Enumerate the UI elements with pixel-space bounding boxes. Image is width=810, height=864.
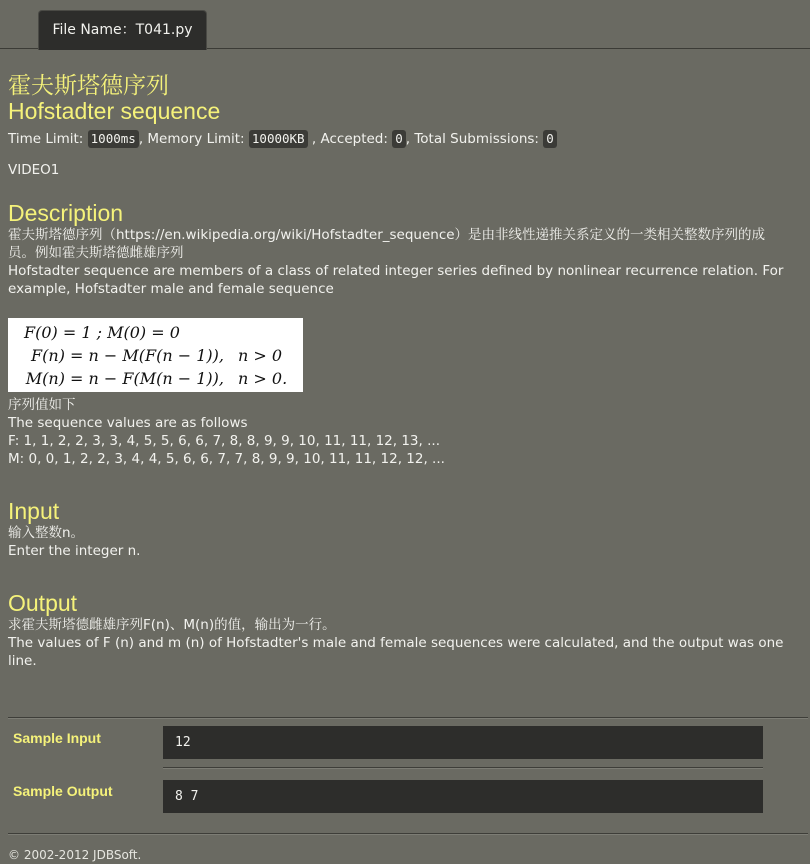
samples-top-divider	[8, 717, 808, 719]
formula-line-3-left: M(n) = n − F(M(n − 1)),	[25, 369, 224, 388]
formula-line-3-right: n > 0.	[238, 369, 288, 388]
output-en-line1: The values of F (n) and m (n) of Hofstadter's male and female sequences were calculated, and the output was one	[8, 635, 784, 651]
sample-input-label: Sample Input	[13, 730, 101, 746]
formula-line-3	[18, 367, 303, 390]
sample-output-box[interactable]: 8 7	[163, 780, 763, 813]
description-cn-line1: 霍夫斯塔德序列（https://en.wikipedia.org/wiki/Hofstadter_sequence）是由非线性递推关系定义的一类相关整数序列的成	[8, 227, 766, 243]
accepted-value: 0	[392, 130, 406, 148]
footer-copyright: © 2002-2012 JDBSoft.	[8, 848, 142, 862]
formula-line-2-left: F(n) = n − M(F(n − 1)),	[31, 346, 224, 365]
output-en-line2: line.	[8, 653, 37, 669]
problem-limits	[8, 128, 798, 150]
memory-limit-value: 10000KB	[249, 130, 308, 148]
description-cn-line2: 员。例如霍夫斯塔德雌雄序列	[8, 245, 184, 261]
description-section	[8, 200, 798, 468]
footer-divider	[8, 833, 808, 835]
sample-output-label: Sample Output	[13, 783, 113, 799]
formula-line-2-right: n > 0	[238, 346, 283, 365]
total-submissions-value: 0	[543, 130, 557, 148]
video-link[interactable]: VIDEO1	[8, 162, 60, 178]
problem-title-en: Hofstadter sequence	[8, 98, 221, 124]
problem-content	[8, 72, 798, 670]
memory-limit-label: , Memory Limit:	[138, 131, 245, 147]
description-heading: Description	[8, 200, 124, 226]
time-limit-label: Time Limit:	[8, 131, 84, 147]
total-submissions-label: , Total Submissions:	[405, 131, 539, 147]
formula-line-2	[18, 344, 303, 367]
input-section	[8, 498, 798, 560]
input-heading: Input	[8, 498, 60, 524]
description-en-line2: example, Hofstadter male and female sequence	[8, 281, 334, 297]
sample-input-box[interactable]: 12	[163, 726, 763, 759]
formula-line-1: F(0) = 1 ; M(0) = 0	[24, 323, 180, 342]
samples-middle-divider	[163, 767, 763, 769]
f-sequence-values: F: 1, 1, 2, 2, 3, 3, 4, 5, 5, 6, 6, 7, 8, 8, 9, 9, 10, 11, 11, 12, 13, ...	[8, 433, 440, 449]
description-en-line1: Hofstadter sequence are members of a class of related integer series defined by nonlinear recurrence relation. For	[8, 263, 784, 279]
time-limit-value: 1000ms	[88, 130, 139, 148]
input-en: Enter the integer n.	[8, 543, 141, 559]
output-cn: 求霍夫斯塔德雌雄序列F(n)、M(n)的值，输出为一行。	[8, 617, 336, 633]
input-cn: 输入整数n。	[8, 525, 85, 541]
m-sequence-values: M: 0, 0, 1, 2, 2, 3, 4, 4, 5, 6, 6, 7, 7, 8, 9, 9, 10, 11, 11, 12, 12, ...	[8, 451, 445, 467]
values-en: The sequence values are as follows	[8, 415, 248, 431]
output-heading: Output	[8, 590, 78, 616]
problem-title-cn: 霍夫斯塔德序列	[8, 72, 169, 98]
values-cn: 序列值如下	[8, 397, 76, 413]
tab-bar	[0, 0, 810, 49]
recurrence-formula-image	[8, 318, 303, 392]
accepted-label: , Accepted:	[311, 131, 388, 147]
output-section	[8, 590, 798, 670]
tab-file-name[interactable]: File Name：T041.py	[38, 10, 207, 50]
